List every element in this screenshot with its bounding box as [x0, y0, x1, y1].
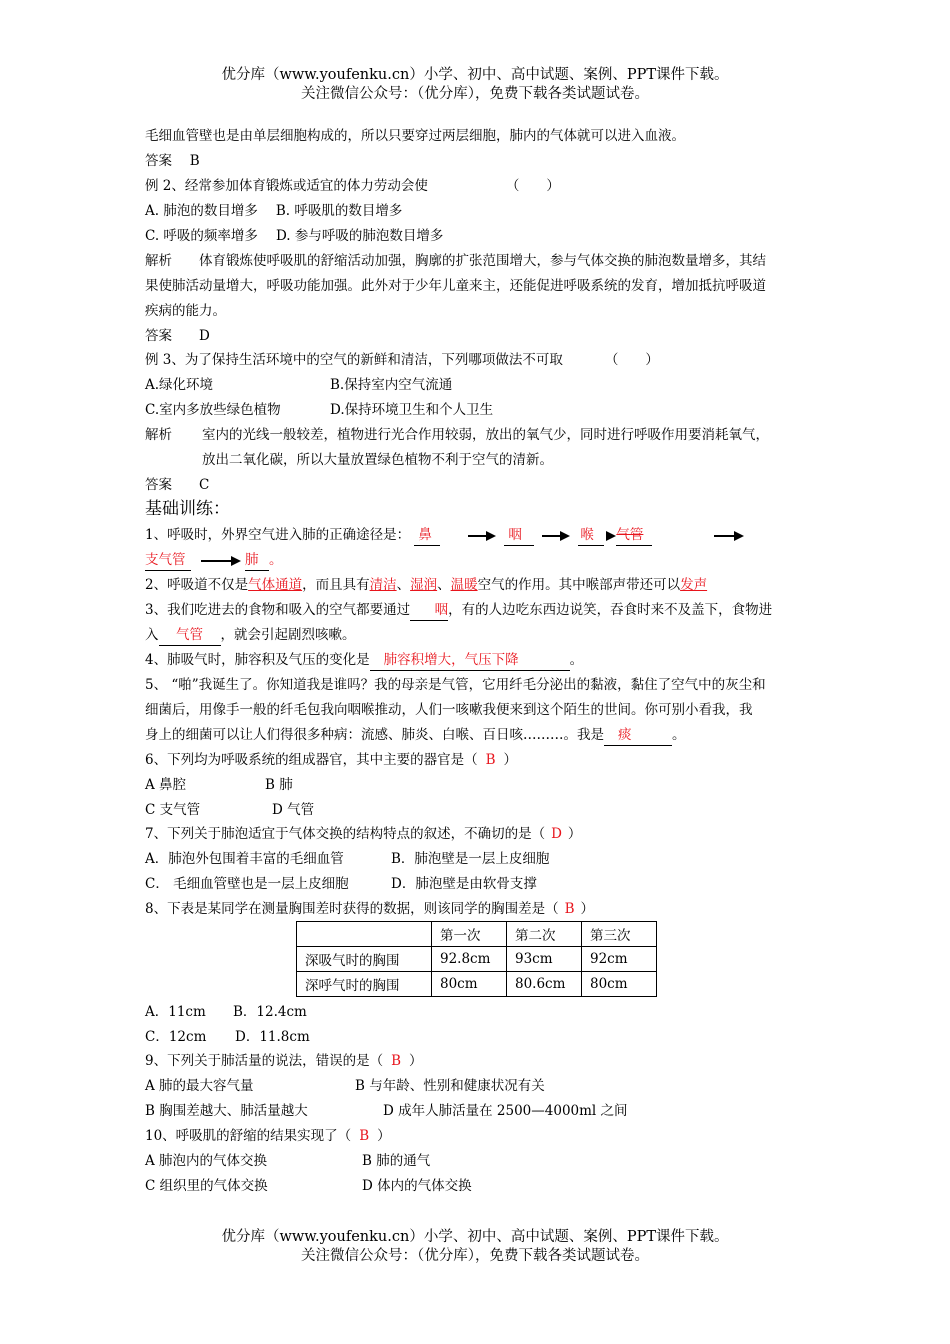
q9-stem-text: 9、下列关于肺活量的说法，错误的是（ — [145, 1053, 384, 1069]
q8-option-d: D．11.8cm — [235, 1029, 310, 1045]
section-title: 基础训练： — [145, 499, 230, 519]
table-cell: 93cm — [507, 947, 582, 972]
table-cell: 92.8cm — [432, 947, 507, 972]
intro-answer: 答案 B — [145, 153, 200, 169]
q7-option-c: C． 毛细血管壁也是一层上皮细胞 — [145, 876, 349, 892]
q2-answer-5: 发声 — [680, 577, 708, 593]
q10-close: ） — [377, 1128, 391, 1144]
q6-stem — [145, 750, 517, 770]
table-header-cell: 第二次 — [507, 922, 582, 947]
ex3-answer: 答案 C — [145, 477, 210, 493]
q4-text-1: 4、肺吸气时，肺容积及气压的变化是 — [145, 652, 370, 668]
q7-options-cd — [145, 874, 537, 894]
q4-line — [145, 650, 583, 671]
ex2-stem-text: 例 2、经常参加体育锻炼或适宜的体力劳动会使 — [145, 178, 428, 194]
q6-option-c: C 支气管 — [145, 802, 201, 818]
q10-answer: B — [359, 1128, 370, 1144]
ex3-analysis-2: 放出二氧化碳，所以大量放置绿色植物不利于空气的清新。 — [202, 452, 553, 468]
q2-text-1: 2、呼吸道不仅是 — [145, 577, 249, 593]
arrow-icon — [468, 531, 496, 541]
q9-option-c: B 胸围差越大、肺活量越大 — [145, 1103, 308, 1119]
q7-answer: D — [551, 826, 562, 842]
ex2-analysis-1: 解析 体育锻炼使呼吸肌的舒缩活动加强，胸廓的扩张范围增大，参与气体交换的肺泡数量增多，其结 — [145, 253, 766, 269]
q8-option-c: C．12cm — [145, 1029, 207, 1045]
header-line-1: 优分库（www.youfenku.cn）小学、初中、高中试题、案例、PPT课件下载。 — [221, 67, 729, 83]
q10-option-a: A 肺泡内的气体交换 — [145, 1153, 268, 1169]
arrow-icon — [201, 556, 241, 566]
arrow-icon — [542, 531, 570, 541]
ex2-option-b: B. 呼吸肌的数目增多 — [275, 203, 403, 219]
q6-close: ） — [503, 752, 518, 768]
ex2-answer: 答案 D — [145, 328, 210, 344]
q7-options-ab — [145, 849, 549, 869]
q8-option-b: B．12.4cm — [233, 1004, 307, 1020]
q7-option-b: B．肺泡壁是一层上皮细胞 — [391, 851, 550, 867]
ex2-option-a: A. 肺泡的数目增多 — [145, 203, 258, 219]
q3-answer-1: 咽 — [410, 600, 448, 621]
q10-options-ab — [145, 1151, 430, 1171]
q9-answer: B — [391, 1053, 402, 1069]
q10-option-d: D 体内的气体交换 — [362, 1178, 472, 1194]
ex2-analysis-2: 果使肺活动量增大，呼吸功能加强。此外对于少年儿童来主，还能促进呼吸系统的发育，增加抵抗呼吸道 — [145, 278, 766, 294]
q7-stem-text: 7、下列关于肺泡适宜于气体交换的结构特点的叙述，不确切的是（ — [145, 826, 546, 842]
q10-stem-text: 10、呼吸肌的舒缩的结果实现了（ — [145, 1128, 352, 1144]
ex3-option-b: B.保持室内空气流通 — [330, 377, 453, 393]
q4-text-2: 。 — [569, 652, 584, 668]
ex3-analysis-1 — [145, 425, 769, 445]
q2-answer-4: 温暖 — [450, 577, 478, 593]
table-header-cell: 第三次 — [582, 922, 657, 947]
q1-end: 。 — [269, 552, 283, 568]
q6-options-ab — [145, 775, 293, 795]
q3-line-2 — [145, 625, 356, 646]
q1-answer-4: 气管 — [616, 525, 652, 546]
ex2-option-c: C. 呼吸的频率增多 — [145, 228, 258, 244]
q6-option-d: D 气管 — [272, 802, 315, 818]
table-row — [297, 947, 657, 972]
q3-answer-2: 气管 — [159, 625, 221, 646]
ex3-options-cd — [145, 400, 493, 420]
page-footer — [0, 1228, 950, 1266]
q10-option-c: C 组织里的气体交换 — [145, 1178, 268, 1194]
q2-text-2: ，而且具有 — [302, 577, 370, 593]
q2-sep-1: 、 — [396, 577, 411, 593]
ex3-analysis-label: 解析 — [145, 427, 172, 443]
table-cell: 80.6cm — [507, 972, 582, 997]
q3-line-1 — [145, 600, 772, 621]
q2-line — [145, 575, 707, 595]
q7-option-a: A．肺泡外包围着丰富的毛细血管 — [145, 851, 344, 867]
table-cell: 80cm — [432, 972, 507, 997]
q7-option-d: D．肺泡壁是由软骨支撑 — [391, 876, 537, 892]
q8-answer: B — [564, 901, 575, 917]
arrow-icon — [714, 531, 744, 541]
q5-text-3: 身上的细菌可以让人们得很多种病：流感、肺炎、白喉、百日咳………。我是 — [145, 727, 604, 743]
q1-answer-6: 肺 — [245, 550, 269, 571]
footer-line-1: 优分库（www.youfenku.cn）小学、初中、高中试题、案例、PPT课件下载。 — [221, 1229, 729, 1245]
q5-answer-1: 痰 — [604, 725, 672, 746]
q10-stem — [145, 1126, 391, 1146]
q9-option-a: A 肺的最大容气量 — [145, 1078, 254, 1094]
table-row — [297, 972, 657, 997]
q7-stem — [145, 824, 581, 844]
ex2-options-cd — [145, 226, 443, 246]
arrow-icon — [608, 531, 616, 541]
q3-text-4: ，就会引起剧烈咳嗽。 — [220, 627, 356, 643]
q8-stem — [145, 899, 594, 919]
q2-answer-1: 气体通道 — [248, 577, 303, 593]
q5-line-2: 细菌后，用像手一般的纤毛包我向咽喉推动，人们一咳嗽我便来到这个陌生的世间。你可别小看我，我 — [145, 702, 753, 718]
table-cell: 深吸气时的胸围 — [297, 947, 432, 972]
ex3-option-a: A.绿化环境 — [145, 377, 214, 393]
q1-answer-3: 喉 — [578, 525, 604, 546]
q6-option-b: B 肺 — [265, 777, 293, 793]
q5-line-3 — [145, 725, 686, 746]
ex3-options-ab — [145, 375, 452, 395]
ex3-stem — [145, 350, 659, 370]
ex2-analysis-3: 疾病的能力。 — [145, 303, 226, 319]
q8-stem-text: 8、下表是某同学在测量胸围差时获得的数据，则该同学的胸围差是（ — [145, 901, 559, 917]
q10-options-cd — [145, 1176, 472, 1196]
table-header-cell — [297, 922, 432, 947]
q8-option-a: A．11cm — [145, 1004, 206, 1020]
q6-answer: B — [485, 752, 496, 768]
table-cell: 深呼气时的胸围 — [297, 972, 432, 997]
q2-text-3: 空气的作用。其中喉部声带还可以 — [477, 577, 681, 593]
q2-answer-3: 湿润 — [410, 577, 438, 593]
table-cell: 92cm — [582, 947, 657, 972]
q6-stem-text: 6、下列均为呼吸系统的组成器官，其中主要的器官是（ — [145, 752, 478, 768]
q8-options-ab — [145, 1002, 307, 1022]
q2-sep-2: 、 — [437, 577, 451, 593]
q6-option-a: A 鼻腔 — [145, 777, 187, 793]
q1-line-2 — [145, 550, 283, 571]
table-cell: 80cm — [582, 972, 657, 997]
q9-option-d: D 成年人肺活量在 2500—4000ml 之间 — [383, 1103, 628, 1119]
q1-line-1 — [145, 525, 744, 546]
footer-line-2: 关注微信公众号：（优分库），免费下载各类试题试卷。 — [301, 1248, 649, 1264]
ex3-analysis-text-1: 室内的光线一般较差，植物进行光合作用较弱，放出的氧气少，同时进行呼吸作用要消耗氧气， — [202, 427, 769, 443]
ex2-options-ab — [145, 201, 402, 221]
page-header — [0, 66, 950, 104]
ex3-option-d: D.保持环境卫生和个人卫生 — [330, 402, 494, 418]
q1-answer-5: 支气管 — [145, 550, 191, 571]
q4-answer-1: 肺容积增大，气压下降 — [370, 650, 570, 671]
q3-text-1: 3、我们吃进去的食物和吸入的空气都要通过 — [145, 602, 411, 618]
ex2-paren: （ ） — [505, 178, 560, 194]
q8-options-cd — [145, 1027, 310, 1047]
q3-text-2: ，有的人边吃东西边说笑，吞食时来不及盖下，食物进 — [448, 602, 773, 618]
ex3-paren: （ ） — [604, 352, 659, 368]
q3-text-3: 入 — [145, 627, 159, 643]
q6-options-cd — [145, 800, 314, 820]
ex2-stem — [145, 176, 560, 196]
ex3-stem-text: 例 3、为了保持生活环境中的空气的新鲜和清洁，下列哪项做法不可取 — [145, 352, 563, 368]
intro-line: 毛细血管壁也是由单层细胞构成的，所以只要穿过两层细胞，肺内的气体就可以进入血液。 — [145, 128, 685, 144]
q9-options-ab — [145, 1076, 545, 1096]
q1-answer-2: 咽 — [504, 525, 534, 546]
q9-option-b: B 与年龄、性别和健康状况有关 — [355, 1078, 545, 1094]
ex3-option-c: C.室内多放些绿色植物 — [145, 402, 281, 418]
q1-answer-1: 鼻 — [414, 525, 440, 546]
q7-close: ） — [567, 826, 582, 842]
q9-stem — [145, 1051, 423, 1071]
table-header-cell: 第一次 — [432, 922, 507, 947]
q9-options-cd — [145, 1101, 628, 1121]
q1-text: 1、呼吸时，外界空气进入肺的正确途径是： — [145, 527, 411, 543]
table-header-row — [297, 922, 657, 947]
q2-answer-2: 清洁 — [369, 577, 397, 593]
q5-line-1: 5、 “啪”我诞生了。你知道我是谁吗？我的母亲是气管，它用纤毛分泌出的黏液，黏住了空气中的灰尘和 — [145, 677, 766, 693]
ex2-option-d: D. 参与呼吸的肺泡数目增多 — [275, 228, 444, 244]
q8-close: ） — [580, 901, 595, 917]
header-line-2: 关注微信公众号：（优分库），免费下载各类试题试卷。 — [301, 86, 649, 102]
q10-option-b: B 肺的通气 — [362, 1153, 431, 1169]
q5-text-end: 。 — [672, 727, 686, 743]
q9-close: ） — [409, 1053, 423, 1069]
chest-measurement-table — [296, 921, 657, 997]
